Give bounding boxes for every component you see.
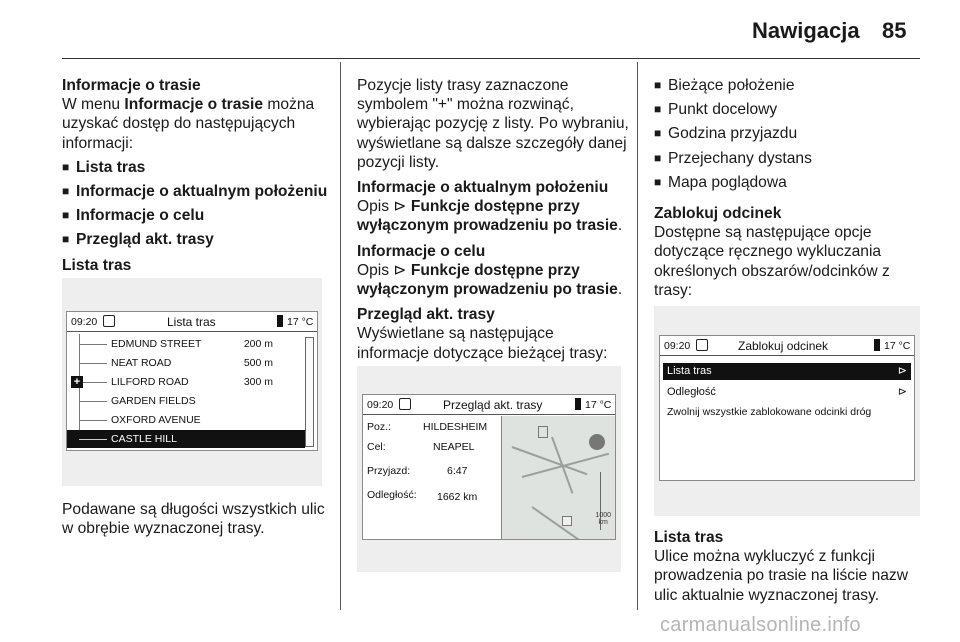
section-heading-current-position: Informacje o aktualnym położeniu	[357, 179, 609, 197]
route-list-item-selected[interactable]: CASTLE HILL	[67, 430, 305, 448]
route-list-exclusion-text: Ulice można wykluczyć z funkcji prowadzenia po trasie na liście nazw ulic aktualnie wyznaczonej trasy.	[654, 548, 908, 604]
clock: 09:20	[367, 399, 394, 411]
field-label: Cel:	[367, 441, 386, 453]
destination-flag-icon	[562, 516, 572, 526]
cross-reference-link[interactable]: Funkcje dostępne przy wyłączonym prowadzeniu po trasie	[357, 261, 618, 299]
gps-status-icon	[696, 339, 708, 351]
bullet-item: ■ Lista tras	[62, 158, 146, 176]
gps-status-icon	[399, 398, 411, 410]
page-number: 85	[882, 18, 907, 43]
bullet-item: ■ Przegląd akt. trasy	[62, 231, 214, 249]
field-value: 1662 km	[437, 491, 478, 503]
menu-item-distance[interactable]: Odległość ⊳	[667, 386, 907, 398]
thermometer-icon	[277, 315, 283, 327]
bullet-square-icon: ■	[62, 184, 70, 199]
route-overview-screenshot-panel	[357, 366, 621, 572]
temperature: 17 °C	[287, 316, 314, 328]
route-list-screen	[66, 311, 318, 451]
section-heading-route-overview: Przegląd akt. trasy	[357, 306, 495, 324]
field-value: HILDESHEIM	[423, 421, 488, 433]
temperature: 17 °C	[585, 399, 612, 411]
thermometer-icon	[874, 339, 880, 351]
current-position-ref: Opis ⊳ Funkcje dostępne przy wyłączonym prowadzeniu po trasie.	[357, 198, 623, 235]
clock: 09:20	[664, 340, 691, 352]
destination-ref: Opis ⊳ Funkcje dostępne przy wyłączonym prowadzeniu po trasie.	[357, 261, 623, 299]
route-list-item[interactable]: NEAT ROAD 500 m	[67, 354, 299, 372]
map-marker-icon	[538, 426, 548, 438]
bullet-item: ■ Informacje o aktualnym położeniu	[62, 183, 328, 201]
block-segment-screenshot-panel	[654, 306, 920, 516]
screen-title: Zablokuj odcinek	[738, 339, 829, 353]
compass-icon	[589, 434, 605, 450]
route-list-item[interactable]: LILFORD ROAD 300 m	[67, 373, 299, 391]
status-bar	[363, 395, 615, 415]
field-label: Poz.:	[367, 421, 391, 433]
route-list-screenshot-panel	[62, 278, 322, 486]
expand-plus-icon[interactable]: +	[71, 376, 83, 388]
thermometer-icon	[575, 398, 581, 410]
overview-map[interactable]	[501, 416, 615, 539]
field-label: Odległość:	[367, 489, 417, 501]
field-label: Przyjazd:	[367, 465, 411, 477]
bullet-square-icon: ■	[654, 174, 662, 189]
route-list-caption: Podawane są długości wszystkich ulic w obrębie wyznaczonej trasy.	[62, 501, 325, 538]
bullet-square-icon: ■	[654, 150, 662, 165]
bullet-square-icon: ■	[62, 159, 70, 174]
bullet-item: ■ Punkt docelowy	[654, 101, 778, 119]
screen-title: Lista tras	[167, 315, 216, 329]
clock: 09:20	[71, 316, 98, 328]
cross-reference-link[interactable]: Funkcje dostępne przy wyłączonym prowadzeniu po trasie	[357, 198, 618, 235]
gps-status-icon	[103, 315, 115, 327]
bullet-square-icon: ■	[654, 78, 662, 92]
field-value: 6:47	[447, 465, 468, 477]
route-list-item[interactable]: OXFORD AVENUE	[67, 411, 299, 429]
bullet-item: ■ Bieżące położenie	[654, 77, 795, 94]
block-segment-text: Dostępne są następujące opcje dotyczące ręcznego wykluczania określonych obszarów/odcinków z trasy:	[654, 224, 890, 299]
route-info-intro: W menu Informacje o trasie można uzyskać dostęp do następujących informacji:	[62, 96, 315, 152]
status-bar	[67, 312, 317, 332]
section-heading-route-info: Informacje o trasie	[62, 77, 201, 94]
route-list-item[interactable]: GARDEN FIELDS	[67, 392, 299, 410]
route-overview-text: Wyświetlane są następujące informacje dotyczące bieżącej trasy:	[357, 325, 608, 362]
subheading-route-list: Lista tras	[62, 256, 132, 274]
column-3	[654, 76, 922, 300]
page-section-title: Nawigacja	[752, 18, 860, 43]
field-value: NEAPEL	[433, 441, 475, 453]
section-heading-destination: Informacje o celu	[357, 242, 486, 260]
bullet-item: ■ Godzina przyjazdu	[654, 125, 798, 143]
bullet-item: ■ Informacje o celu	[62, 207, 205, 225]
map-scale-label: 1000 km	[595, 512, 611, 526]
route-list-item[interactable]: EDMUND STREET 200 m	[67, 335, 299, 353]
bullet-square-icon: ■	[62, 232, 70, 247]
section-heading-block-segment: Zablokuj odcinek	[654, 205, 782, 223]
block-segment-screen	[659, 335, 915, 481]
temperature: 17 °C	[884, 340, 911, 352]
header-rule	[62, 58, 920, 59]
expand-info-text: Pozycje listy trasy zaznaczone symbolem "+" można rozwinąć, wybierając pozycję z listy. Po wybraniu, wyświetlane są dalsze szczegóły danej pozycji listy.	[357, 77, 629, 171]
menu-item-release-all[interactable]: Zwolnij wszystkie zablokowane odcinki dróg	[667, 406, 872, 418]
column-2	[357, 76, 629, 363]
column-1	[62, 76, 332, 275]
cross-reference-arrow-icon: ⊳	[393, 198, 407, 216]
scrollbar[interactable]	[305, 337, 314, 447]
chevron-right-icon: ⊳	[897, 386, 907, 398]
column-divider-2	[637, 62, 638, 610]
watermark: carmanualsonline.info	[660, 614, 861, 636]
column-divider-1	[340, 62, 341, 610]
menu-ref: Informacje o trasie	[124, 96, 264, 114]
bullet-square-icon: ■	[654, 102, 662, 117]
bullet-square-icon: ■	[62, 208, 70, 223]
subheading-route-list-2: Lista tras	[654, 529, 724, 546]
menu-item-route-list[interactable]: Lista tras ⊳	[663, 363, 911, 380]
route-overview-screen	[362, 394, 616, 540]
bullet-square-icon: ■	[654, 126, 662, 141]
chevron-right-icon: ⊳	[897, 365, 907, 377]
status-bar	[660, 336, 914, 356]
bullet-item: ■ Mapa poglądowa	[654, 173, 787, 191]
cross-reference-arrow-icon: ⊳	[393, 261, 407, 279]
bullet-item: ■ Przejechany dystans	[654, 149, 812, 167]
screen-title: Przegląd akt. trasy	[443, 398, 543, 412]
route-list-exclusion	[654, 528, 922, 605]
